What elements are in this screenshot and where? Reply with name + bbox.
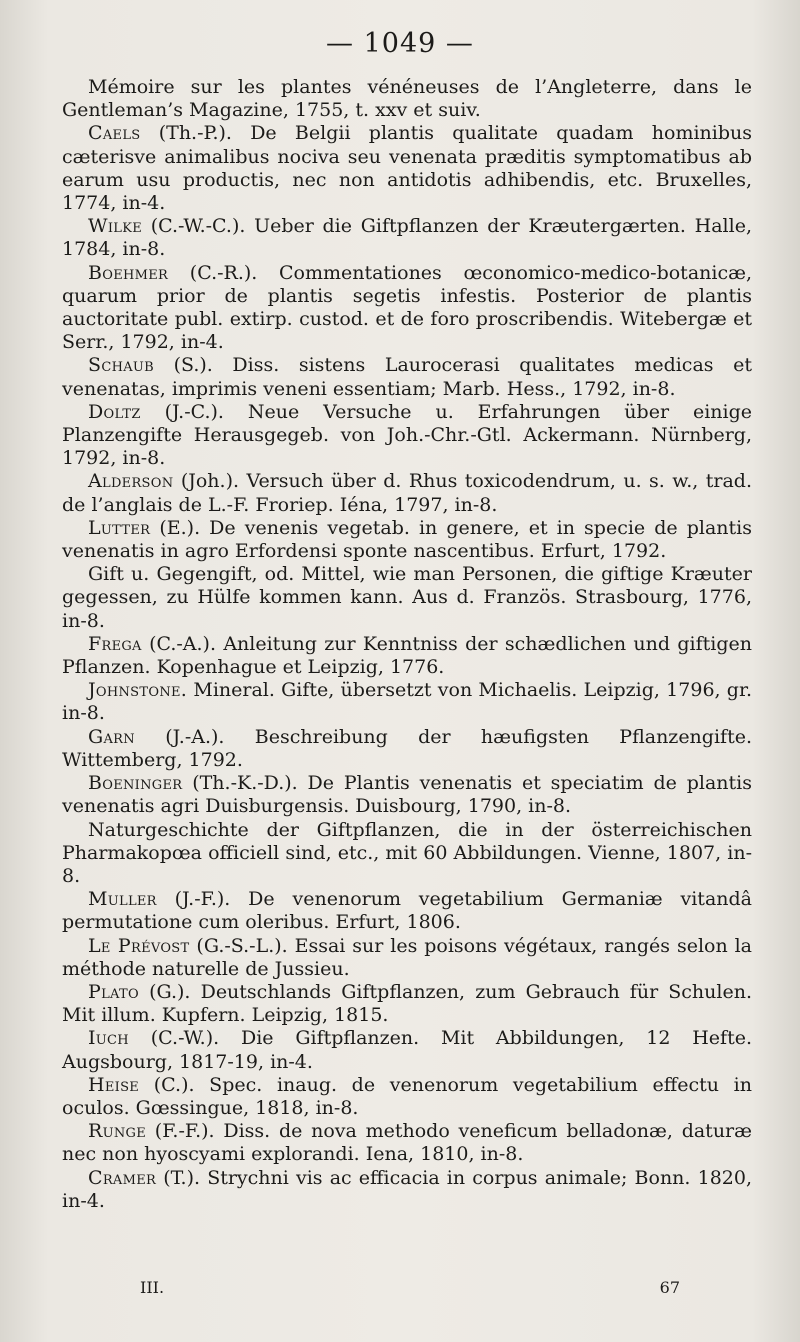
entry-text: (Joh.). Versuch über d. Rhus toxicodendrum, u. s. w., trad. de l’anglais de L.-F. Froriep. Iéna, 1797, in-8. (62, 470, 752, 516)
entry-text: Mémoire sur les plantes vénéneuses de l’Angleterre, dans le Gentleman’s Magazine, 1755, t. xxv et suiv. (62, 76, 752, 122)
bibliography-entry (62, 470, 752, 516)
entry-author: Doltz (88, 400, 141, 423)
entry-author: Plato (88, 980, 139, 1003)
sheet-number: 67 (659, 1278, 680, 1297)
entry-author: Heise (88, 1073, 140, 1096)
bibliography-entry (62, 1167, 752, 1213)
bibliography-entry (62, 1027, 752, 1073)
entry-author: Iuch (88, 1027, 129, 1050)
bibliography-entry (62, 981, 752, 1027)
entry-author: Alderson (88, 470, 174, 493)
signature-mark: III. (140, 1278, 165, 1297)
entry-author: Caels (88, 122, 141, 145)
entry-text: (E.). De venenis vegetab. in genere, et in specie de plantis venenatis in agro Erfordensi sponte nascentibus. Erfurt, 1792. (62, 516, 752, 563)
entry-author: Wilke (88, 215, 142, 238)
bibliography-entry (62, 517, 752, 563)
entry-text: (C.). Spec. inaug. de venenorum vegetabilium effectu in oculos. Gœssingue, 1818, in-8. (62, 1073, 752, 1119)
bibliography-entry (62, 772, 752, 818)
entry-text: Mineral. Gifte, übersetzt von Michaelis. Leipzig, 1796, gr. in-8. (62, 679, 752, 725)
entry-author: Frega (88, 632, 142, 655)
entry-text: (S.). Diss. sistens Laurocerasi qualitates medicas et venenatas, imprimis veneni essentiam; Marb. Hess., 1792, in-8. (62, 354, 752, 400)
entry-text: (Th.-K.-D.). De Plantis venenatis et speciatim de plantis venenatis agri Duisburgensis. Duisbourg, 1790, in-8. (62, 772, 752, 818)
bibliography-entry (62, 262, 752, 355)
bibliography-entry (62, 122, 752, 215)
bibliography-entry (62, 935, 752, 981)
entry-author: Lutter (88, 516, 151, 539)
entry-author: Garn (88, 725, 135, 748)
entry-text: (C.-W.-C.). Ueber die Giftpflanzen der Kræutergærten. Halle, 1784, in-8. (62, 215, 752, 261)
entry-text: (F.-F.). Diss. de nova methodo veneficum belladonæ, daturæ nec non hyoscyami explorandi. Iena, 1810, in-8. (62, 1120, 752, 1166)
bibliography-entry (62, 1120, 752, 1166)
page-footer (140, 1278, 680, 1297)
page-number: — 1049 — (326, 28, 474, 59)
entry-text: (J.-A.). Beschreibung der hæufigsten Pflanzengifte. Wittemberg, 1792. (62, 725, 752, 771)
entry-author: Cramer (88, 1166, 157, 1189)
bibliography-entry (62, 819, 752, 889)
bibliography-entry (62, 215, 752, 261)
entry-author: Johnstone. (88, 679, 188, 702)
bibliography-entry (62, 726, 752, 772)
entry-text: Naturgeschichte der Giftpflanzen, die in der österreichischen Pharmakopœa officiell sind, etc., mit 60 Abbildungen. Vienne, 1807, in-8. (62, 818, 752, 887)
entry-author: Muller (88, 888, 157, 911)
bibliography-entry (62, 888, 752, 934)
entry-author: Runge (88, 1120, 147, 1143)
entry-text: (T.). Strychni vis ac efficacia in corpus animale; Bonn. 1820, in-4. (62, 1166, 752, 1212)
entry-text: (Th.-P.). De Belgii plantis qualitate quadam hominibus cæterisve animalibus nociva seu venenata præditis symptomatibus ab earum usu productis, nec non antidotis adhibendis, etc. Bruxelles, 1774, in-4. (62, 122, 752, 215)
bibliography-entry (62, 633, 752, 679)
entry-text: (C.-A.). Anleitung zur Kenntniss der schædlichen und giftigen Pflanzen. Kopenhague et Leipzig, 1776. (62, 632, 752, 679)
entry-author: Boeninger (88, 772, 183, 795)
entry-text: (G.). Deutschlands Giftpflanzen, zum Gebrauch für Schulen. Mit illum. Kupfern. Leipzig, 1815. (62, 980, 752, 1027)
bibliography-entry (62, 679, 752, 725)
bibliography-list (62, 76, 752, 1213)
bibliography-entry (62, 563, 752, 633)
bibliography-entry (62, 76, 752, 122)
entry-author: Le Prévost (88, 934, 190, 957)
bibliography-entry (62, 1074, 752, 1120)
entry-text: (J.-C.). Neue Versuche u. Erfahrungen über einige Planzengifte Herausgegeb. von Joh.-Chr.-Gtl. Ackermann. Nürnberg, 1792, in-8. (62, 400, 752, 470)
entry-author: Boehmer (88, 261, 169, 284)
entry-author: Schaub (88, 354, 154, 377)
entry-text: (C.-R.). Commentationes œconomico-medico-botanicæ, quarum prior de plantis segetis infestis. Posterior de plantis auctoritate publ. extirp. custod. et de foro proscribendis. Witebergæ et Serr., 1792, in-4. (62, 261, 753, 354)
entry-text: Gift u. Gegengift, od. Mittel, wie man Personen, die giftige Kræuter gegessen, zu Hülfe kommen kann. Aus d. Französ. Strasbourg, 1776, in-8. (62, 563, 752, 632)
entry-text: (J.-F.). De venenorum vegetabilium Germaniæ vitandâ permutatione cum oleribus. Erfurt, 1806. (62, 888, 752, 934)
entry-text: (G.-S.-L.). Essai sur les poisons végétaux, rangés selon la méthode naturelle de Jussieu. (62, 934, 753, 980)
entry-text: (C.-W.). Die Giftpflanzen. Mit Abbildungen, 12 Hefte. Augsbourg, 1817-19, in-4. (62, 1027, 752, 1073)
bibliography-entry (62, 401, 752, 471)
bibliography-entry (62, 354, 752, 400)
